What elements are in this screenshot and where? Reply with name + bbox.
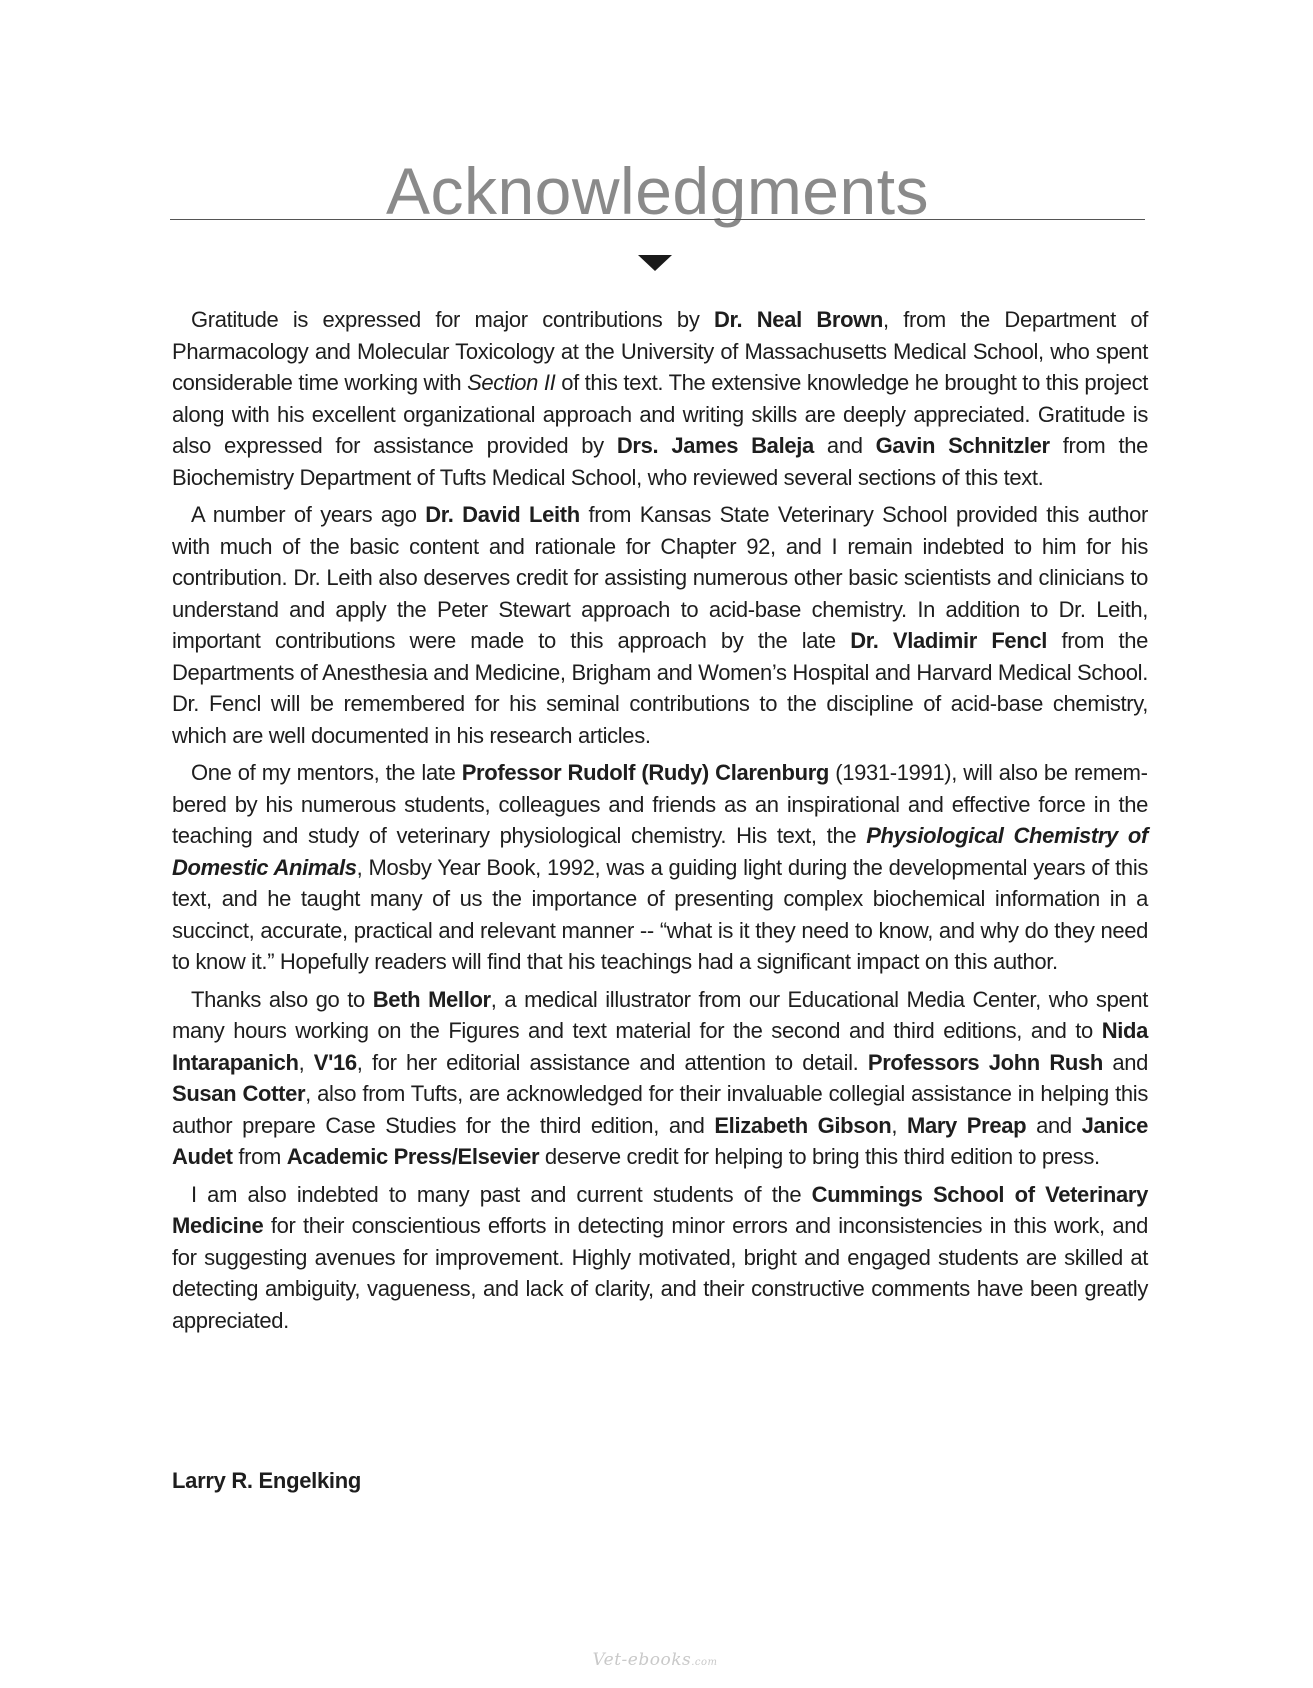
text-span: , also from Tufts, are acknowledged for their invaluable collegial assistance in helping this author prepare Case Studies for the third edition, and xyxy=(172,1081,1148,1138)
text-span: deserve credit for helping to bring this third edition to press. xyxy=(539,1144,1100,1169)
text-span: and xyxy=(1026,1112,1082,1138)
bold-name: Mary Preap xyxy=(906,1112,1027,1138)
bold-name: Dr. Neal Brown xyxy=(713,307,884,332)
text-span: , for her editorial assistance and attention to detail. xyxy=(356,1049,868,1075)
bold-name: Professor Rudolf (Rudy) Clarenburg xyxy=(461,760,830,785)
text-span: , xyxy=(891,1112,907,1138)
text-span: from the Biochemistry Department of Tufts Medical School, who reviewed several sections of this text. xyxy=(172,433,1148,490)
bold-name: Academic Press/Elsevier xyxy=(286,1144,540,1169)
bold-name: Cummings School of Veterinary Medicine xyxy=(172,1181,1148,1238)
bold-name: Elizabeth Gibson xyxy=(714,1112,892,1138)
bold-name: Physiological Chemistry of Domestic Animals xyxy=(172,823,1148,880)
text-span: from the Departments of Anesthesia and Medicine, Brigham and Women’s Hospital and Harvard Medical School. Dr. Fencl will be remembered for his seminal contributions to the discipline of acid-base chemistry, which are well documented in his research articles. xyxy=(172,628,1148,748)
bold-name: Gavin Schnitzler xyxy=(875,433,1050,458)
bold-name: Professors John Rush xyxy=(867,1049,1103,1075)
paragraph xyxy=(172,304,1148,493)
paragraph xyxy=(172,1179,1148,1337)
page-title: Acknowledgments xyxy=(385,154,930,228)
text-span: (1931-1991), will also be remembered by his numerous students, colleagues and friends as an inspirational and effective force in the teaching and study of veterinary physiological chemistry. His text, the xyxy=(172,760,1148,848)
title-underline xyxy=(170,219,1145,220)
watermark-main: Vet-ebooks xyxy=(592,1650,692,1670)
text-span: , from the Department of Pharmacology and Molecular Toxicology at the University of Massachusetts Medical School, who spent considerable time working with xyxy=(172,307,1148,395)
bold-name: Dr. Vladimir Fencl xyxy=(850,628,1048,653)
paragraph xyxy=(172,757,1148,978)
text-span: and xyxy=(1102,1049,1149,1075)
text-span: , xyxy=(298,1049,314,1075)
text-span: A number of years ago xyxy=(191,502,426,527)
italic-text: Section II xyxy=(467,370,556,395)
bold-name: Susan Cotter xyxy=(172,1081,306,1106)
paragraph xyxy=(172,984,1148,1173)
text-span: I am also indebted to many past and current students of the xyxy=(191,1181,812,1207)
title-block xyxy=(170,150,1145,230)
watermark-logo xyxy=(560,1650,750,1670)
paragraph xyxy=(172,499,1148,751)
text-span: Gratitude is expressed for major contributions by xyxy=(191,307,714,332)
text-span: from xyxy=(232,1144,287,1169)
text-span: and xyxy=(813,433,876,458)
bold-name: Beth Mellor xyxy=(372,986,491,1012)
text-span: , Mosby Year Book, 1992, was a guiding light during the developmental years of this text, and he taught many of us the importance of presenting complex biochemical information in a succinct, accurate, practical and relevant manner -- “what is it they need to know, and why do they need to know it.” Hopefully readers will find that his teachings had a significant impact on this author. xyxy=(172,854,1149,974)
bold-name: Dr. David Leith xyxy=(425,502,580,527)
bold-name: V'16 xyxy=(313,1049,357,1075)
text-span: Thanks also go to xyxy=(191,986,373,1012)
text-span: One of my mentors, the late xyxy=(191,760,462,785)
text-span: of this text. The extensive knowledge he brought to this project along with his excellent organizational approach and writing skills are deeply appreciated. Gratitude is also expressed for assistance provided by xyxy=(172,370,1149,458)
bold-name: Drs. James Baleja xyxy=(616,433,814,458)
acknowledgments-body xyxy=(172,304,1148,1342)
bold-name: Janice Audet xyxy=(172,1112,1148,1169)
watermark-suffix: .com xyxy=(691,1657,718,1668)
bold-name: Nida Intarapanich xyxy=(172,1018,1148,1075)
author-signature: Larry R. Engelking xyxy=(172,1468,361,1493)
text-span: from Kansas State Veterinary School provided this author with much of the basic content and rationale for Chapter 92, and I remain indebted to him for his contribution. Dr. Leith also deserves credit for assisting numerous other basic scientists and clinicians to understand and apply the Peter Stewart approach to acid-base chemistry. In addition to Dr. Leith, important contributions were made to this approach by the late xyxy=(172,502,1148,653)
down-triangle-icon xyxy=(638,255,672,271)
text-span: for their conscientious efforts in detecting minor errors and inconsistencies in this work, and for suggesting avenues for improvement. Highly motivated, bright and engaged students are skilled at detecting ambiguity, vagueness, and lack of clarity, and their constructive comments have been greatly appreciated. xyxy=(172,1213,1148,1333)
text-span: , a medical illustrator from our Educational Media Center, who spent many hours working on the Figures and text material for the second and third editions, and to xyxy=(172,986,1148,1043)
